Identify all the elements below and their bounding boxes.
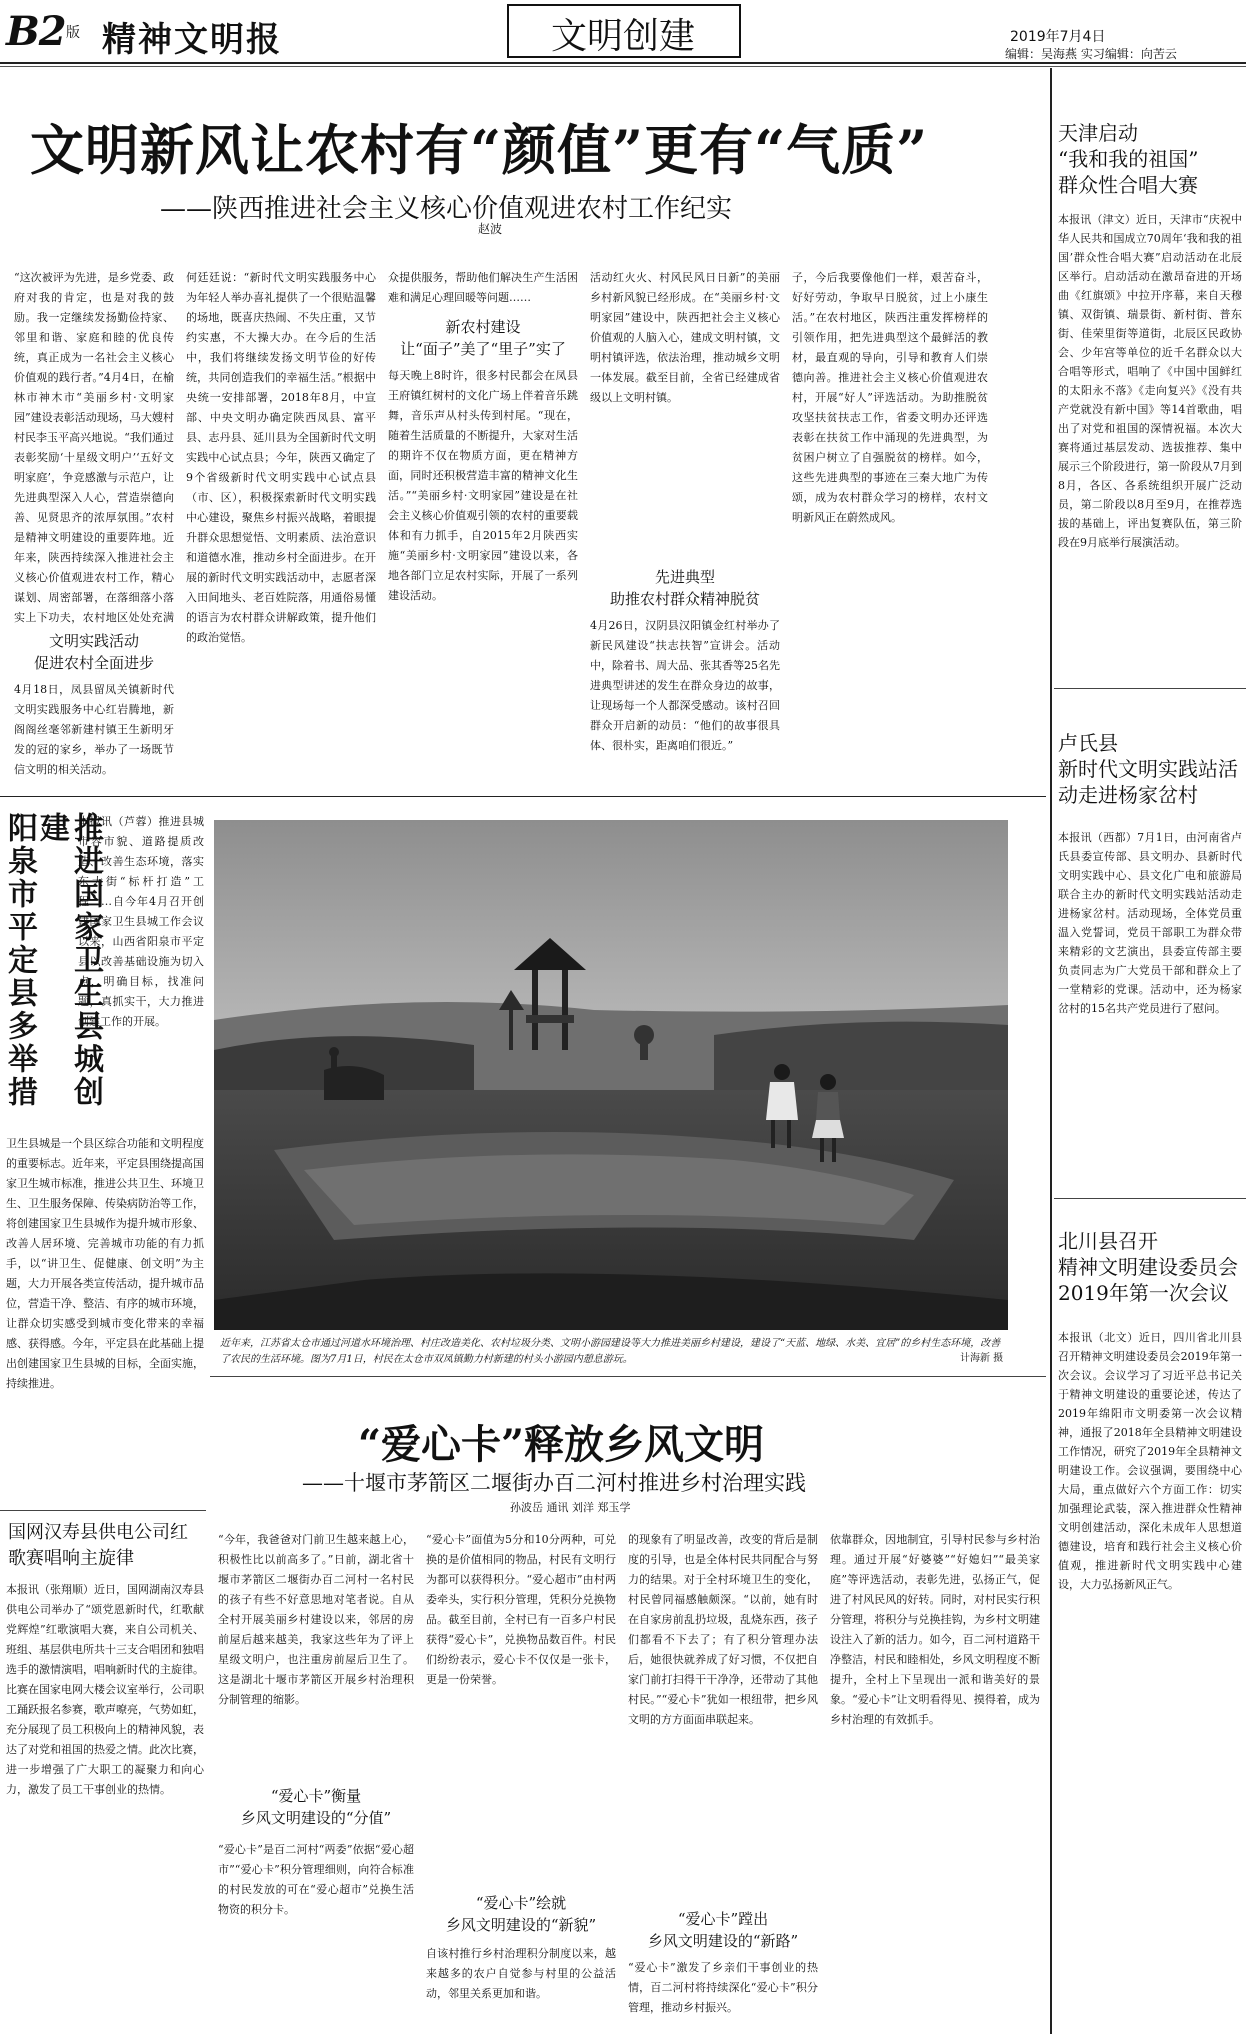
main-col4-text2: 4月26日，汉阴县汉阳镇金红村举办了新民风建设“扶志扶智”宣讲会。活动中，除着书、周大品、张其香等25名先进典型讲述的发生在群众身边的故事，让现场每一个人都深受感动。该村召回群众开启新的动员：“他们的故事很具体、很朴实，距离咱们很近。” <box>590 619 780 752</box>
story2-col4-text: 依靠群众，因地制宜，引导村民参与乡村治理。通过开展“好婆婆”“好媳妇”“最美家庭”等评选活动，表彰先进，弘扬正气，促进了村风民风的好转。同时，对村民实行积分管理，将积分与兑换挂钩，为乡村文明建设注入了新的活力。如今，百二河村道路干净整洁，村民和睦相处，乡风文明程度不断提升，全村上下呈现出一派和谐美好的景象。“爱心卡”让文明看得见、摸得着，成为乡村治理的有效抓手。 <box>830 1533 1040 1726</box>
story2-col3-text: 的现象有了明显改善，改变的背后是制度的引导，也是全体村民共同配合与努力的结果。对于全村环境卫生的变化，村民曾同福感触颇深。“以前，她有时在自家房前乱扔垃圾，乱烧东西，孩子们都看不下去了；有了积分管理办法后，她很快就养成了好习惯，不仅把自家门前打扫得干干净净，还带动了其他村民。”“爱心卡”犹如一根纽带，把乡风文明的方方面面串联起来。 <box>628 1533 818 1726</box>
main-col3-text2: 每天晚上8时许，很多村民都会在凤县王府镇红树村的文化广场上伴着音乐跳舞，音乐声从村头传到村尾。“现在，随着生活质量的不断提升，大家对生活的期许不仅在物质方面，更在精神方面，同时还积极营造丰富的精神文化生活。”“美丽乡村·文明家园”建设是在社会主义核心价值观引领的农村的重要载体和有力抓手，自2015年2月陕西实施“美丽乡村·文明家园”建设以来，各地各部门立足农村实际，开展了一系列建设活动。 <box>388 369 578 602</box>
main-col4-text: 活动红火火、村风民风日日新”的美丽乡村新风貌已经形成。在“美丽乡村·文明家园”建设中，陕西把社会主义核心价值观的人脑入心，建成文明村镇，文明村镇评选，依法治理，推动城乡文明一体发展。截至目前，全省已经建成省级以上文明村镇。 <box>590 271 780 404</box>
masthead-rule <box>0 62 1246 64</box>
right-column-divider <box>1050 68 1052 2034</box>
main-col2-text: 何廷廷说：“新时代文明实践服务中心为年轻人举办喜礼提供了一个很贴温馨的场地，既喜庆热闹、不失庄重，又节约实惠，不大操大办。在今后的生活中，我们将继续发扬文明节俭的好传统，共同创造我们的幸福生活。”根据中央统一安排部署，2018年8月，中宣部、中央文明办确定陕西凤县、富平县、志丹县、延川县为全国新时代文明实践中心试点县；今年，陕西又确定了9个省级新时代文明实践中心试点县（市、区），积极探索新时代文明实践中心建设，聚焦乡村振兴战略，着眼提升群众思想觉悟、文明素质、法治意识和道德水准，推动乡村全面进步。在开展的新时代文明实践活动中，志愿者深入田间地头、老百姓院落，用通俗易懂的语言为农村群众讲解政策，提升他们的政治觉悟。 <box>186 271 376 644</box>
main-col1-text2: 4月18日，凤县留凤关镇新时代文明实践服务中心红岩腾地，新阁阁丝毫邻新建村镇王生新明牙发的冠的家乡，举办了一场既节信文明的相关活动。 <box>14 683 174 776</box>
story2-byline: 孙波岳 通讯 刘洋 郑玉学 <box>510 1501 631 1514</box>
page-suffix: 版 <box>66 25 80 41</box>
newspaper-logo: 精神文明报 <box>102 20 282 60</box>
editor-credit: 编辑：吴海燕 实习编辑：向苦云 <box>1005 47 1177 61</box>
main-col5-text: 子，今后我要像他们一样，艰苦奋斗，好好劳动，争取早日脱贫，过上小康生活。”在农村地区，陕西注重发挥榜样的引领作用，把先进典型这个最鲜活的教材，最直观的导向，引导和教育人们崇德向善。推进社会主义核心价值观进农村，开展“好人”评选活动。为助推脱贫攻坚扶贫扶志工作，省委文明办还评选表彰在扶贫工作中涌现的先进典型，为贫困户树立了自强脱贫的榜样。如今，这些先进典型的事迹在三秦大地广为传颂，成为农村群众学习的榜样，农村文明新风正在蔚然成风。 <box>792 271 988 524</box>
main-subhead-c: 先进典型 助推农村群众精神脱贫 <box>609 568 760 608</box>
right-rule-2 <box>1054 1198 1246 1199</box>
main-headline: 文明新风让农村有“颜值”更有“气质” <box>30 118 929 182</box>
story2-col1-text: “今年，我爸爸对门前卫生越来越上心，积极性比以前高多了。”日前，湖北省十堰市茅箭区二堰街办百二河村一名村民的孩子有些不好意思地对笔者说。自从全村开展美丽乡村建设以来，邻居的房前屋后越来越美，我家这些年为了评上星级文明户，也注重房前屋后卫生了。这是湖北十堰市茅箭区开展乡村治理积分制管理的缩影。 <box>218 1533 414 1706</box>
photo-caption: 近年来，江苏省太仓市通过河道水环境治理、村庄改造美化、农村垃圾分类、文明小游园建设等大力推进美丽乡村建设，建设了“天蓝、地绿、水美、宜居”的乡村生态环境，改善了农民的生活环境。图为7月1日，村民在太仓市双凤镇勤力村新建的村头小游园内憩息游玩。 <box>220 1338 1001 1365</box>
right-story-a-text: 本报讯（津文）近日，天津市“庆祝中华人民共和国成立70周年‘我和我的祖国’群众性合唱大赛”启动活动在北辰区举行。启动活动在激昂奋进的开场曲《红旗颂》中拉开序幕，来自天穆镇、双街镇、瑞景街、新村街、普东街、佳荣里街等道街，北辰区民政协会、少年宫等单位的近千名群众以大合唱等形式，唱响了《中国中国鲜红的太阳永不落》《走向复兴》《没有共产党就没有新中国》等14首歌曲，唱出了对党和祖国的深情祝福。本次大赛将通过基层发动、选拔推荐、集中展示三个阶段进行，第一阶段从7月到8月，各区、各系统组织开展广泛动员，第二阶段以8月至9月，在推荐选拔的基础上，评出复赛队伍，第三阶段在9月底举行展演活动。 <box>1058 213 1242 549</box>
story2-subhead-3: “爱心卡”蹚出 乡风文明建设的“新路” <box>647 1910 799 1950</box>
story2-subheadline: ——十堰市茅箭区二堰街办百二河村推进乡村治理实践 <box>302 1471 806 1495</box>
right-story-a-title: 天津启动 “我和我的祖国” 群众性合唱大赛 <box>1058 121 1199 197</box>
vertical-story-lead: 本报讯（芦蓉）推进县城市容市貌、道路提质改造、改善生态环境，落实东大街“标杆打造”工程……自今年4月召开创建国家卫生县城工作会议以来，山西省阳泉市平定县以改善基础设施为切入点，明确目标，找准问题，真抓实干，大力推进创建工作的开展。 <box>78 815 204 1028</box>
story2-subhead-2: “爱心卡”绘就 乡风文明建设的“新貌” <box>445 1894 597 1934</box>
story3-top-rule <box>0 1510 206 1511</box>
section-title: 文明创建 <box>550 16 695 57</box>
story3-body: 本报讯（张翔顺）近日，国网湖南汉寿县供电公司举办了“颂党恩新时代，红歌献党辉煌”红歌演唱大赛，来自公司机关、班组、基层供电所共十三支合唱团和独唱选手的激情演唱，唱响新时代的主旋律。比赛在国家电网大楼会议室举行，公司职工踊跃报名参赛，歌声嘹亮，气势如虹，充分展现了员工积极向上的精神风貌，表达了对党和祖国的热爱之情。此次比赛，进一步增强了广大职工的凝聚力和向心力，激发了员工干事创业的热情。 <box>6 1583 204 1796</box>
story2-headline: “爱心卡”释放乡风文明 <box>358 1421 765 1468</box>
main-subheadline: ——陕西推进社会主义核心价值观进农村工作纪实 <box>160 194 733 224</box>
main-byline: 赵波 <box>478 222 503 236</box>
story2-col2-text: “爱心卡”面值为5分和10分两种，可兑换的是价值相同的物品，村民有文明行为都可以获得积分。“爱心超市”由村两委牵头，实行积分管理，凭积分兑换物品。截至目前，全村已有一百多户村民获得“爱心卡”，兑换物品数百件。村民们纷纷表示，爱心卡不仅仅是一张卡，更是一份荣誉。 <box>426 1533 616 1686</box>
masthead-rule-thin <box>0 66 1246 67</box>
village-park-photo <box>214 820 1008 1330</box>
main-col1-text: “这次被评为先进，是乡党委、政府对我的肯定，也是对我的鼓励。我一定继续发扬勤俭持家、邻里和谐、家庭和睦的优良传统，真正成为一名社会主义核心价值观的践行者。”4月4日，在榆林市神木市“美丽乡村·文明家园”建设表彰活动现场，马大嫂村村民李玉平高兴地说。“我们通过表彰奖励‘十星级文明户’‘五好文明家庭’，争竞感激与示范户，让先进典型深入人心，营造崇德向善、见贤思齐的浓厚氛围。”农村是精神文明建设的重要阵地。近年来，陕西持续深入推进社会主义核心价值观进农村工作，精心谋划、周密部署，在落细落小落实上下功夫，农村地区处处充满 <box>14 271 174 624</box>
main-subhead-a: 文明实践活动 促进农村全面进步 <box>33 632 154 672</box>
vertical-title-a: 推进国家卫生县城创建 <box>34 812 103 1109</box>
main-subhead-b: 新农村建设 让“面子”美了“里子”实了 <box>400 318 566 358</box>
vertical-story-body: 卫生县城是一个县区综合功能和文明程度的重要标志。近年来，平定县围绕提高国家卫生城市标准，推进公共卫生、环境卫生、卫生服务保障、传染病防治等工作，将创建国家卫生县城作为提升城市形象、改善人居环境、完善城市功能的有力抓手，以“讲卫生、促健康、创文明”为主题，大力开展各类宣传活动，提升城市品位，营造干净、整洁、有序的城市环境，让群众切实感受到城市变化带来的幸福感、获得感。今年，平定县在此基础上提出创建国家卫生县城的目标，全面实施，持续推进。 <box>6 1137 204 1390</box>
right-rule-1 <box>1054 688 1246 689</box>
story2-col1-text2: “爱心卡”是百二河村“两委”依据“爱心超市”“爱心卡”积分管理细则，向符合标准的村民发放的可在“爱心超市”兑换生活物资的积分卡。 <box>218 1843 414 1916</box>
story2-subhead-1: “爱心卡”衡量 乡风文明建设的“分值” <box>240 1787 392 1827</box>
story3-headline: 国网汉寿县供电公司红歌赛唱响主旋律 <box>8 1522 188 1569</box>
photo-bottom-rule <box>210 1376 1046 1377</box>
story2-col2-text2: 自该村推行乡村治理积分制度以来，越来越多的农户自觉参与村里的公益活动，邻里关系更加和谐。 <box>426 1947 616 2000</box>
right-story-b-text: 本报讯（西都）7月1日，由河南省卢氏县委宣传部、县文明办、县新时代文明实践中心、县文化广电和旅游局联合主办的新时代文明实践站活动走进杨家岔村。活动现场，全体党员重温入党誓词，党员干部职工为群众带来精彩的文艺演出，县委宣传部主要负责同志为广大党员干部和群众上了一堂精彩的党课。活动中，还为杨家岔村的15名共产党员进行了慰问。 <box>1058 831 1242 1015</box>
right-story-c-title: 北川县召开 精神文明建设委员会 2019年第一次会议 <box>1058 1229 1238 1305</box>
right-story-b-title: 卢氏县 新时代文明实践站活 动走进杨家岔村 <box>1058 731 1238 807</box>
issue-date: 2019年7月4日 <box>1010 29 1106 45</box>
photo-credit: 计海新 摄 <box>960 1353 1004 1364</box>
page-number: B2 <box>6 8 66 55</box>
main-col3-text: 众提供服务，帮助他们解决生产生活困难和满足心理回暖等问题…… <box>388 271 578 304</box>
right-story-c-text: 本报讯（北文）近日，四川省北川县召开精神文明建设委员会2019年第一次会议。会议学习了习近平总书记关于精神文明建设的重要论述，传达了2019年绵阳市文明委第一次会议精神，通报了2018年全县精神文明建设工作情况，研究了2019年全县精神文明建设工作。会议强调，要围绕中心大局，重点做好六个方面工作：切实加强理论武装，深入推进群众性精神文明创建活动，深化未成年人思想道德建设，培育和践行社会主义核心价值观，推进新时代文明实践中心建设，大力弘扬新风正气。 <box>1058 1331 1242 1591</box>
story2-col3-text2: “爱心卡”激发了乡亲们干事创业的热情，百二河村将持续深化“爱心卡”积分管理，推动乡村振兴。 <box>628 1961 818 2014</box>
main-story-bottom-rule <box>0 796 1046 797</box>
vertical-title-b: 阳泉市平定县多举措 <box>2 812 37 1109</box>
